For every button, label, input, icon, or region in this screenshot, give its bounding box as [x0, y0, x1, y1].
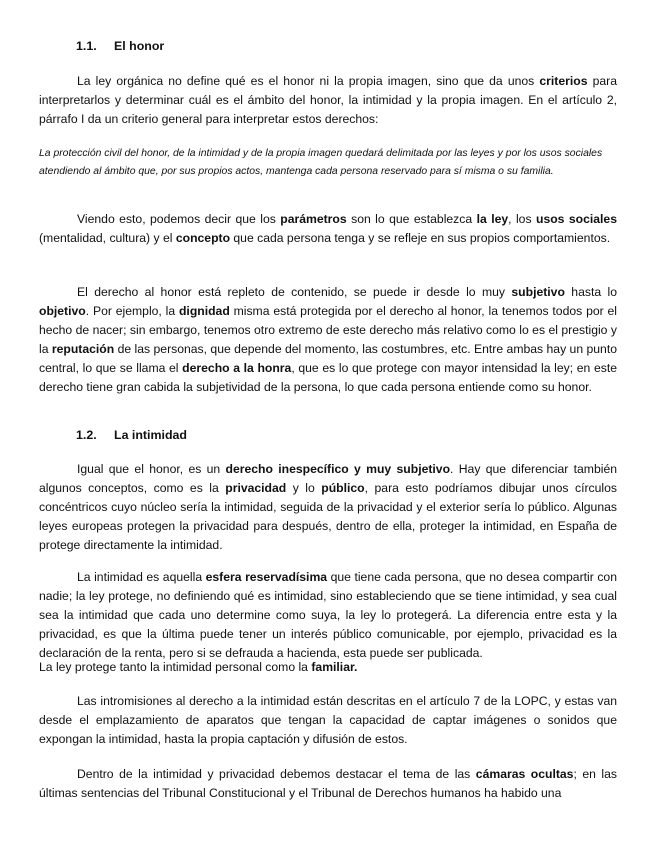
section-number: 1.2.	[76, 428, 97, 442]
paragraph-honor-definition: La ley orgánica no define qué es el honor ni la propia imagen, sino que da unos criterios para interpretarlos y determinar cuál es el ámbito del honor, la intimidad y la propia imagen. En el artículo 2, párrafo I da un criterio general para interpretar estos derechos:	[39, 74, 617, 126]
section-heading-honor	[76, 37, 164, 56]
paragraph-honor-content: El derecho al honor está repleto de contenido, se puede ir desde lo muy subjetivo hasta lo objetivo. Por ejemplo, la dignidad misma está protegida por el derecho al honor, la tenemos todos por el hecho de nacer; sin embargo, tenemos otro extremo de este derecho más relativo como lo es el prestigio y la reputación de las personas, que depende del momento, las costumbres, etc. Entre ambas hay un punto central, lo que se llama el derecho a la honra, que es lo que protege con mayor intensidad la ley; en este derecho tiene gran cabida la subjetividad de la persona, lo que cada persona entiende como su honor.	[39, 285, 618, 394]
paragraph-intromisiones: Las intromisiones al derecho a la intimidad están descritas en el artículo 7 de la LOPC, y estas van desde el emplazamiento de aparatos que tengan la capacidad de captar imágenes o sonidos que expongan la intimidad, hasta la propia captación y difusión de estos.	[39, 694, 617, 746]
paragraph-familiar: La ley protege tanto la intimidad personal como la familiar.	[39, 660, 358, 674]
legal-quote: La protección civil del honor, de la intimidad y de la propia imagen quedará delimitada por las leyes y por los usos sociales atendiendo al ámbito que, por sus propios actos, mantenga cada persona reservado para sí misma o su familia.	[39, 148, 603, 177]
paragraph-parameters: Viendo esto, podemos decir que los parámetros son lo que establezca la ley, los usos sociales (mentalidad, cultura) y el concepto que cada persona tenga y se refleje en sus propios comportamientos.	[39, 212, 617, 245]
section-title: El honor	[114, 39, 165, 53]
section-title: La intimidad	[114, 428, 187, 442]
paragraph-intimidad-concepts: Igual que el honor, es un derecho inespecífico y muy subjetivo. Hay que diferenciar también algunos conceptos, como es la privacidad y lo público, para esto podríamos dibujar unos círculos concéntricos cuyo núcleo sería la intimidad, seguida de la privacidad y el exterior sería lo público. Algunas leyes europeas protegen la privacidad para después, dentro de ella, proteger la intimidad, en España de protege directamente la intimidad.	[39, 462, 617, 552]
paragraph-esfera-reservada: La intimidad es aquella esfera reservadísima que tiene cada persona, que no desea compartir con nadie; la ley protege, no definiendo qué es intimidad, sino estableciendo que se tiene intimidad, y sea cual sea la intimidad que cada uno determine como suya, la ley lo protegerá. La diferencia entre esta y la privacidad, es que la última puede tener un interés público comunicable, por ejemplo, privacidad es la declaración de la renta, pero si se defrauda a hacienda, esta puede ser publicada.	[39, 570, 617, 660]
section-heading-intimidad	[76, 426, 187, 445]
paragraph-camaras-ocultas: Dentro de la intimidad y privacidad debemos destacar el tema de las cámaras ocultas; en las últimas sentencias del Tribunal Constitucional y el Tribunal de Derechos humanos ha habido una	[39, 767, 617, 800]
section-number: 1.1.	[76, 39, 97, 53]
